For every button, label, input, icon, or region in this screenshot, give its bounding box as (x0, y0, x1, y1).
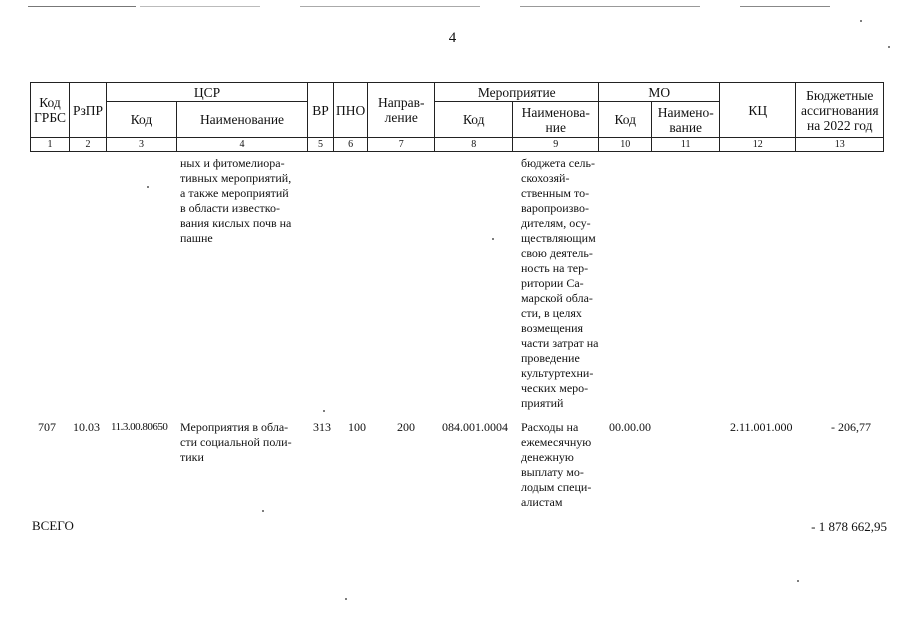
scan-speck (345, 598, 347, 600)
header-meropriyatie: Мероприятие (435, 83, 599, 102)
header-csr-kod: Код (107, 102, 177, 138)
cell-pno: 100 (348, 420, 366, 434)
header-budget: Бюджетные ассигнования на 2022 год (796, 83, 884, 138)
scan-speck (262, 510, 264, 512)
header-csr-name: Наименование (177, 102, 308, 138)
text-line: ежемесячную (521, 435, 592, 449)
header-mo: МО (599, 83, 720, 102)
column-number: 7 (368, 138, 435, 152)
cell-mer-name (521, 420, 605, 510)
cell-mo-kod: 00.00.00 (609, 420, 651, 434)
text-line: пашне (180, 231, 213, 245)
page-number: 4 (448, 30, 457, 46)
cell-amount: - 206,77 (831, 420, 871, 434)
cell-rzpr: 10.03 (73, 420, 100, 434)
text-line: марской обла- (521, 291, 593, 305)
text-line: проведение (521, 351, 580, 365)
scan-speck (797, 580, 799, 582)
text-line: сти социальной поли- (180, 435, 292, 449)
header-mo-name: Наимено-вание (652, 102, 720, 138)
column-number: 10 (599, 138, 652, 152)
column-number: 2 (70, 138, 107, 152)
scan-speck (147, 186, 149, 188)
column-number: 6 (334, 138, 368, 152)
scan-speck (323, 410, 325, 412)
text-line: в области известко- (180, 201, 280, 215)
text-line: ных и фитомелиора- (180, 156, 285, 170)
text-line: скохозяй- (521, 171, 570, 185)
total-amount: - 1 878 662,95 (811, 519, 887, 534)
text-line: варопроизво- (521, 201, 589, 215)
text-line: ственным то- (521, 186, 590, 200)
header-napravlenie: Направ-ление (368, 83, 435, 138)
header-mo-kod: Код (599, 102, 652, 138)
scan-line (740, 6, 830, 7)
column-number: 11 (652, 138, 720, 152)
text-line: ческих меро- (521, 381, 589, 395)
text-line: а также мероприятий (180, 186, 289, 200)
continuation-csr-name (180, 156, 306, 246)
text-line: тивных мероприятий, (180, 171, 292, 185)
header-csr: ЦСР (107, 83, 308, 102)
budget-table-header (30, 82, 884, 152)
header-kc: КЦ (720, 83, 796, 138)
scan-line (300, 6, 480, 7)
column-number: 12 (720, 138, 796, 152)
scan-line (140, 6, 260, 7)
scan-line (520, 6, 700, 7)
column-number: 13 (796, 138, 884, 152)
total-label: ВСЕГО (32, 518, 74, 533)
text-line: ществляющим (521, 231, 596, 245)
column-number: 5 (308, 138, 334, 152)
scan-speck (860, 20, 862, 22)
header-vr: ВР (308, 83, 334, 138)
column-number: 4 (177, 138, 308, 152)
cell-csr-kod: 11.3.00.80650 (111, 421, 168, 433)
cell-csr-name (180, 420, 306, 465)
text-line: ность на тер- (521, 261, 589, 275)
text-line: культуртехни- (521, 366, 594, 380)
header-pno: ПНО (334, 83, 368, 138)
header-mer-kod: Код (435, 102, 513, 138)
text-line: лодым специ- (521, 480, 592, 494)
continuation-mer-name (521, 156, 605, 411)
header-mer-name: Наименова-ние (513, 102, 599, 138)
text-line: возмещения (521, 321, 584, 335)
column-number: 3 (107, 138, 177, 152)
text-line: свою деятель- (521, 246, 593, 260)
text-line: ритории Са- (521, 276, 584, 290)
text-line: сти, в целях (521, 306, 582, 320)
header-kod-grbs: Код ГРБС (31, 83, 70, 138)
cell-mer-kod: 084.001.0004 (442, 420, 508, 434)
text-line: алистам (521, 495, 563, 509)
cell-kod-grbs: 707 (38, 420, 56, 434)
cell-vr: 313 (313, 420, 331, 434)
text-line: тики (180, 450, 204, 464)
scan-line (28, 6, 136, 7)
text-line: Мероприятия в обла- (180, 420, 289, 434)
text-line: бюджета сель- (521, 156, 595, 170)
text-line: части затрат на (521, 336, 599, 350)
text-line: Расходы на (521, 420, 579, 434)
column-number: 9 (513, 138, 599, 152)
text-line: дителям, осу- (521, 216, 591, 230)
column-number: 1 (31, 138, 70, 152)
text-line: приятий (521, 396, 564, 410)
header-rzpr: РзПР (70, 83, 107, 138)
text-line: денежную (521, 450, 574, 464)
text-line: вания кислых почв на (180, 216, 292, 230)
text-line: выплату мо- (521, 465, 584, 479)
column-number: 8 (435, 138, 513, 152)
cell-kc: 2.11.001.000 (730, 420, 793, 434)
scan-speck (492, 238, 494, 240)
cell-napravlenie: 200 (397, 420, 415, 434)
